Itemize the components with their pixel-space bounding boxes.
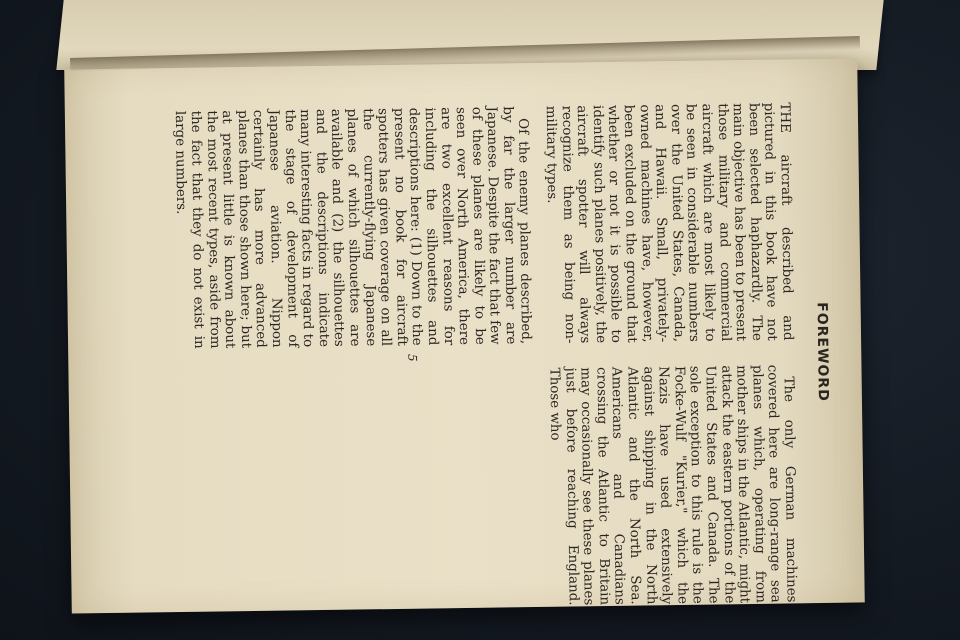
page-number: 5	[405, 353, 420, 362]
right-column	[534, 364, 799, 606]
paragraph: Of the enemy planes described, by far the larger number are Japanese. Despite the fact that few of these planes are likely to be seen over North America, there are two excellent reasons for including the silhouettes and descriptions here: (1) Down to the present no book for aircraft spotters has given coverage on all the currently-flying Japanese planes of which silhouettes are available and (2) the silhouettes and the descriptions indicate many interesting facts in regard to the stage of development of Japanese aviation. Nippon certainly has more advanced planes than those shown here; but at present little is known about the most recent types, aside from the fact that they do not exist in large numbers.	[172, 106, 534, 349]
page-title: FOREWORD	[813, 302, 831, 402]
paragraph: THE aircraft described and pictured in this book have not been selected haphazardly. The main objective has been to present those military and commercial aircraft which are most likely to be seen in considerable numbers over the United States, Canada, and Hawaii. Small, privately-owned machines have, however, been excluded on the ground that whether or not it is possible to identify such planes positively, the aircraft spotter will always recognize them as being non-military types.	[542, 102, 796, 344]
paragraph: The only German machines covered here are long-range sea planes which, operating from mother ships in the Atlantic, might attack the eastern portions of the United States and Canada. The sole exception to this rule is the Focke-Wulf "Kurier," which the Nazis have used extensively against shipping in the North Atlantic and the North Sea. Americans and Canadians crossing the Atlantic to Britain may occasionally see these planes just before reaching England. Those who	[546, 364, 799, 606]
book-page	[64, 58, 865, 613]
rotated-text-block	[172, 102, 833, 608]
left-column	[160, 102, 795, 349]
